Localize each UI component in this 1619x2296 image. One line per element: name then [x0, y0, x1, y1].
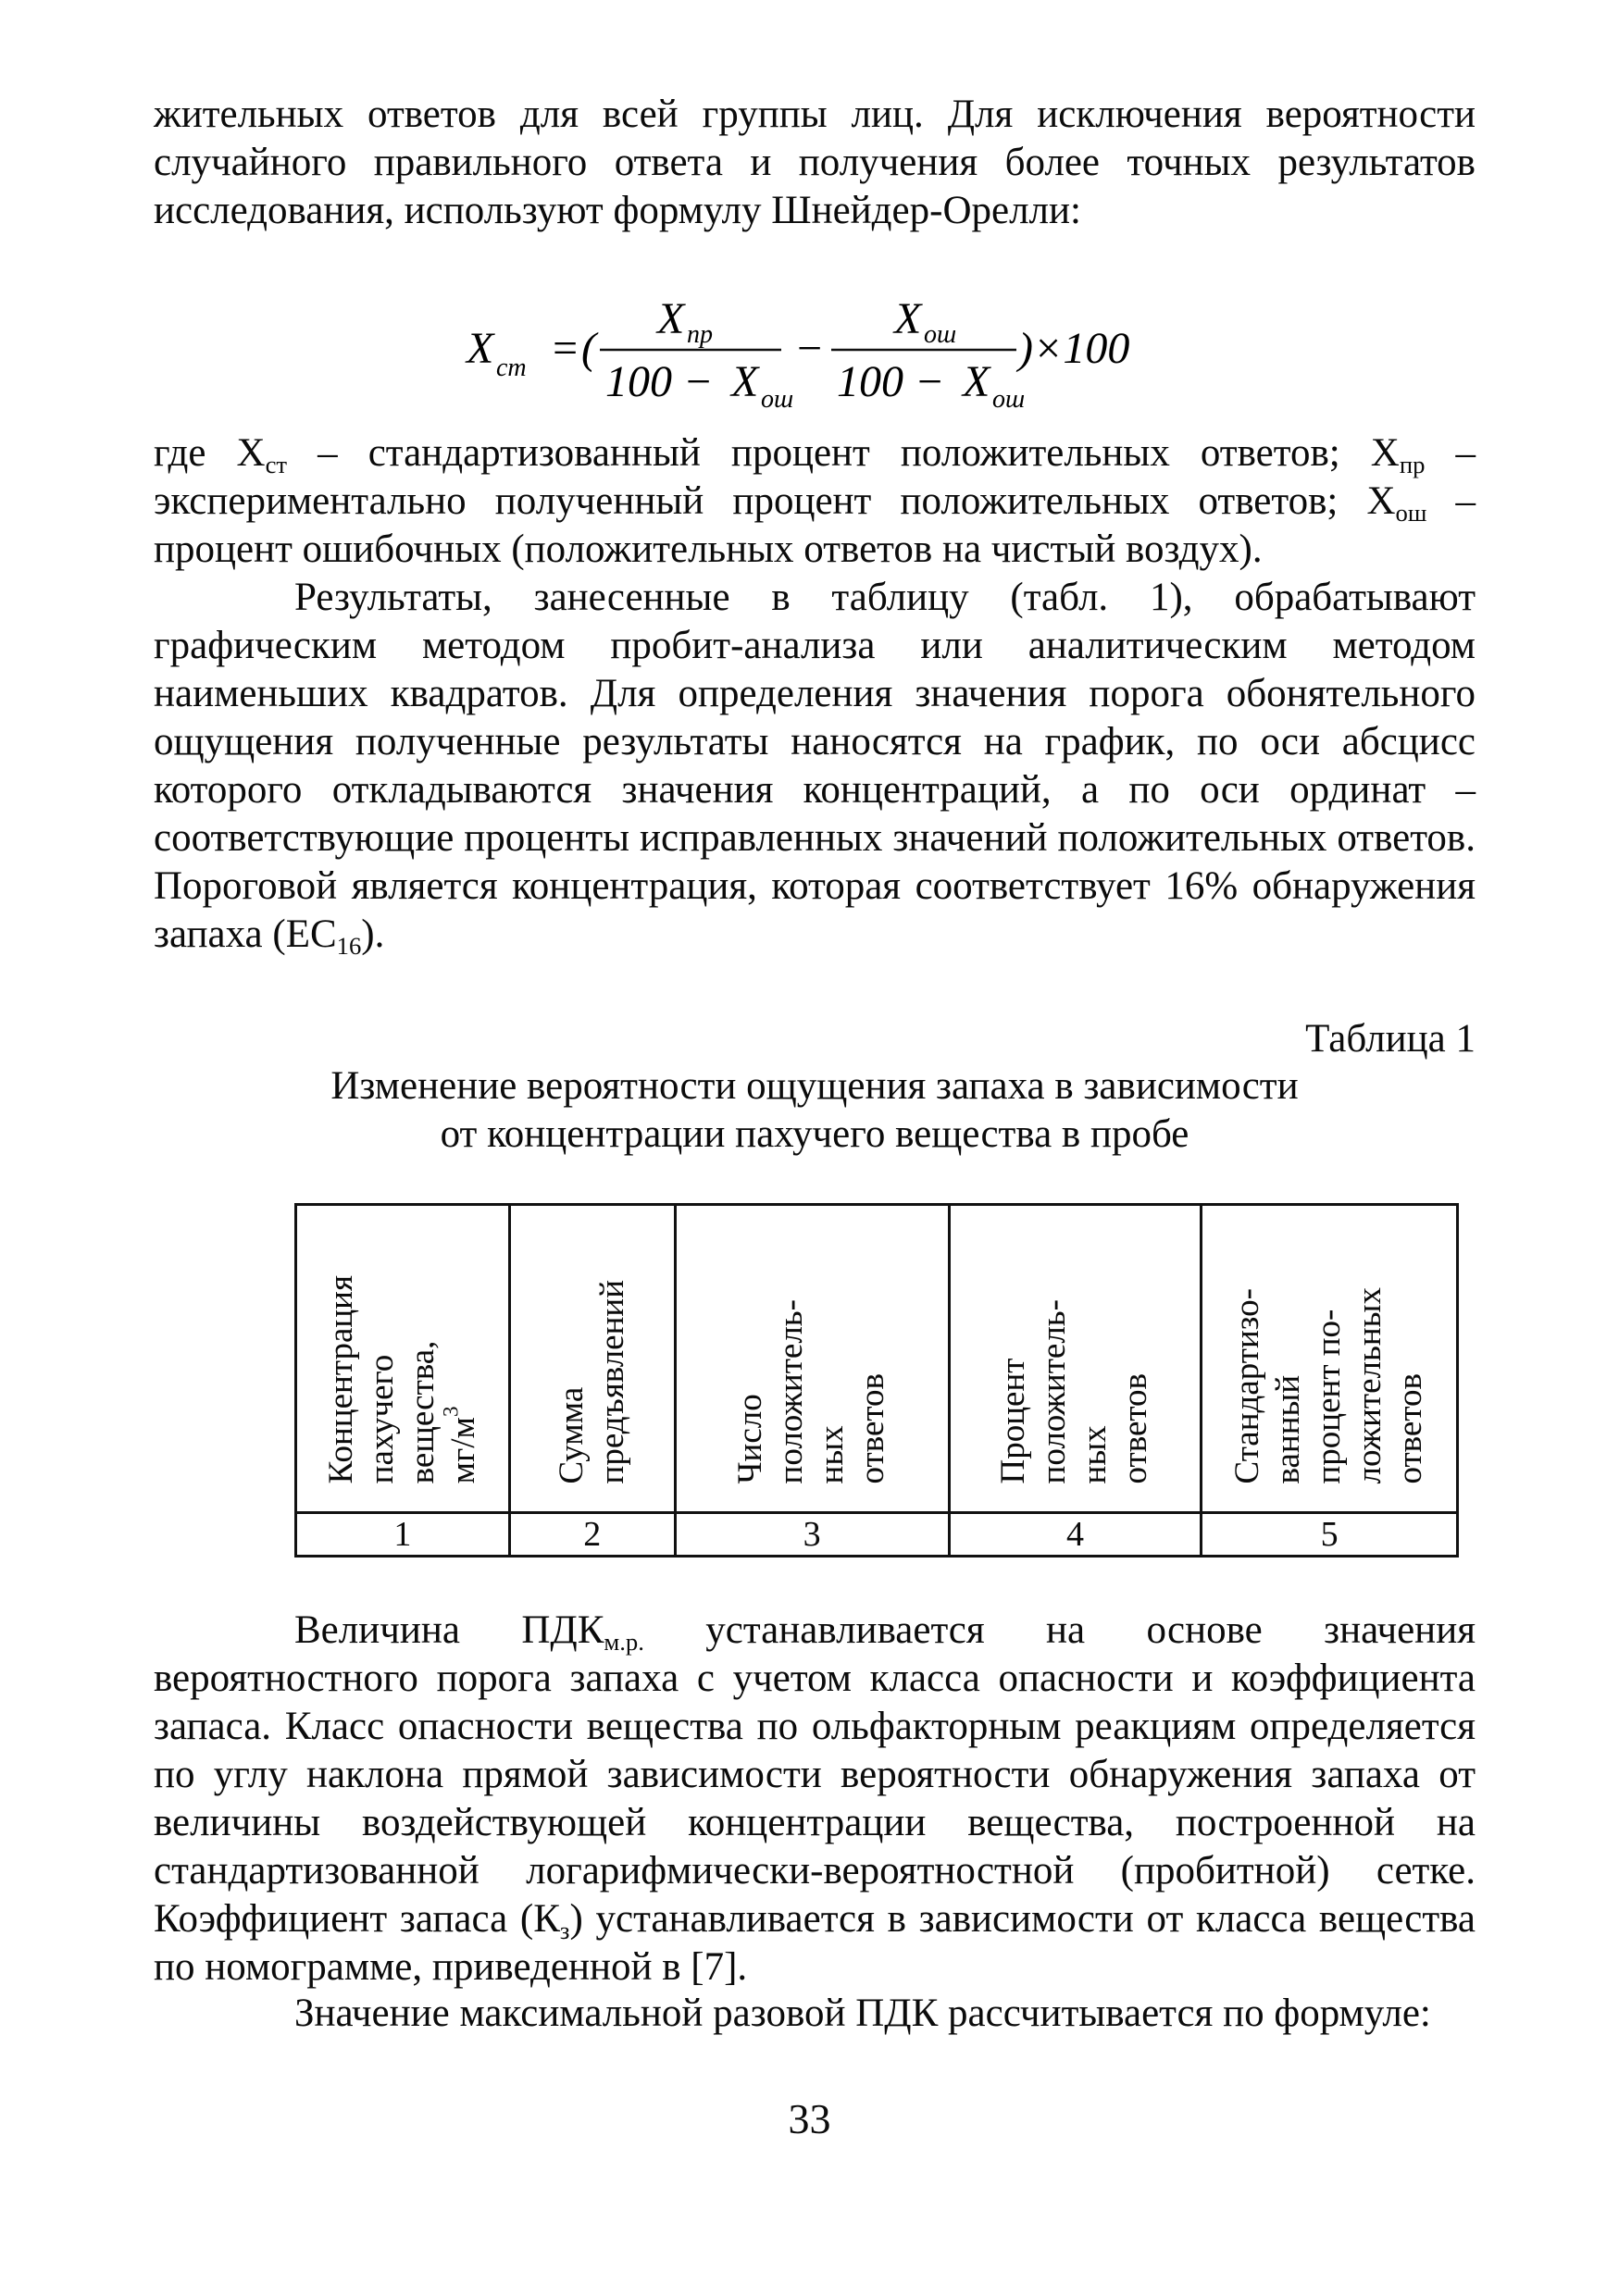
intro-line: жительных ответов для всей группы лиц. Для исключения вероятности [154, 93, 1476, 136]
header-concentration: Концентрация пахучего вещества, $мг/м^3$ [321, 1274, 482, 1483]
results-text-end: ). [361, 912, 385, 956]
table-number: Таблица 1 [1305, 1017, 1476, 1061]
legend-text: где X [154, 431, 266, 475]
formula-minus: − [794, 324, 825, 373]
formula-num1-var: X [657, 294, 685, 343]
column-number: 4 [949, 1513, 1202, 1557]
formula-den1-var: X [731, 357, 759, 406]
header-presentations: Сумма предъявлений [552, 1279, 631, 1483]
legend-sub: ош [1395, 498, 1427, 527]
formula-legend-paragraph [154, 429, 1476, 574]
formula-den2-sub: ош [992, 385, 1026, 414]
formula-lhs-sub: ст [496, 354, 527, 382]
formula-open-paren: ( [581, 324, 596, 373]
table-header-cell [509, 1205, 675, 1513]
table-title-line: от концентрации пахучего вещества в пробе [440, 1112, 1189, 1156]
formula-lhs-var: X [467, 324, 494, 373]
legend-sub: ст [265, 450, 288, 478]
column-number: 5 [1202, 1513, 1458, 1557]
table-header-cell [296, 1205, 510, 1513]
pdk-text: ) устанавливается в зависимости от класса вещества по номограмме, приведенной в [7]. [154, 1897, 1476, 1989]
table-title [154, 1062, 1476, 1159]
formula-den1-const: 100 − [605, 357, 714, 406]
legend-text: – экспериментально полученный процент положительных ответов; X [154, 431, 1476, 523]
schneider-orelli-formula [459, 283, 1163, 413]
results-sub: 16 [336, 931, 362, 960]
legend-sub: пр [1399, 450, 1426, 478]
page-number: 33 [788, 2095, 831, 2142]
table-header-cell [675, 1205, 949, 1513]
max-pdk-formula-paragraph: Значение максимальной разовой ПДК рассчитывается по формуле: [294, 1992, 1431, 2035]
pdk-text: устанавливается на основе значения вероятностного порога запаха с учетом класса опасности и коэффициента запаса. Класс опасности вещества по ольфакторным реакциям определяется по углу наклона прямой зависимости вероятности обнаружения запаха от величины воздействующей концентрации вещества, построенной на стандартизованной логарифмически-вероятностной (пробитной) сетке. Коэффициент запаса (К [154, 1608, 1476, 1941]
formula-den1-sub: ош [761, 385, 794, 414]
pdk-sub: з [559, 1916, 570, 1944]
column-number: 2 [509, 1513, 675, 1557]
formula-close: )×100 [1018, 324, 1130, 373]
table-title-line: Изменение вероятности ощущения запаха в зависимости [330, 1064, 1299, 1108]
intro-paragraph [154, 91, 1476, 235]
results-paragraph [154, 574, 1476, 959]
formula-svg [459, 283, 1163, 413]
pdk-paragraph [154, 1607, 1476, 1992]
pdk-sub: м.р. [604, 1627, 644, 1656]
formula-den2-var: X [963, 357, 990, 406]
formula-num2-sub: ош [924, 320, 957, 349]
table-header-row [296, 1205, 1458, 1513]
column-number: 1 [296, 1513, 510, 1557]
column-number: 3 [675, 1513, 949, 1557]
formula-num1-sub: пр [687, 320, 713, 349]
intro-line: случайного правильного ответа и получения более точных результатов [154, 141, 1476, 184]
intro-line: исследования, используют формулу Шнейдер-Орелли: [154, 189, 1081, 232]
legend-text: – процент ошибочных (положительных ответов на чистый воздух). [154, 479, 1476, 571]
formula-num2-var: X [894, 294, 922, 343]
legend-text: – стандартизованный процент положительных ответов; X [287, 431, 1400, 475]
header-standardized-percent: Стандартизо- ванный процент по- ложительных ответов [1228, 1286, 1430, 1483]
formula-den2-const: 100 − [837, 357, 945, 406]
table-column-number-row [296, 1513, 1458, 1557]
results-text: Результаты, занесенные в таблицу (табл. 1), обрабатывают графическим методом пробит-анализа или аналитическим методом наименьших квадратов. Для определения значения порога обонятельного ощущения полученные результаты наносятся на график, по оси абсцисс которого откладываются значения концентраций, а по оси ординат – соответствующие проценты исправленных значений положительных ответов. Пороговой является концентрация, которая соответствует 16% обнаружения запаха (EC [154, 576, 1476, 956]
odor-probability-table [294, 1203, 1459, 1558]
header-positive-percent: Процент положитель- ных ответов [994, 1298, 1155, 1483]
header-positive-count: Число положитель- ных ответов [731, 1298, 892, 1483]
formula-equals: = [550, 324, 580, 373]
table-header-cell [1202, 1205, 1458, 1513]
table-header-cell [949, 1205, 1202, 1513]
pdk-text: Величина ПДК [294, 1608, 604, 1652]
